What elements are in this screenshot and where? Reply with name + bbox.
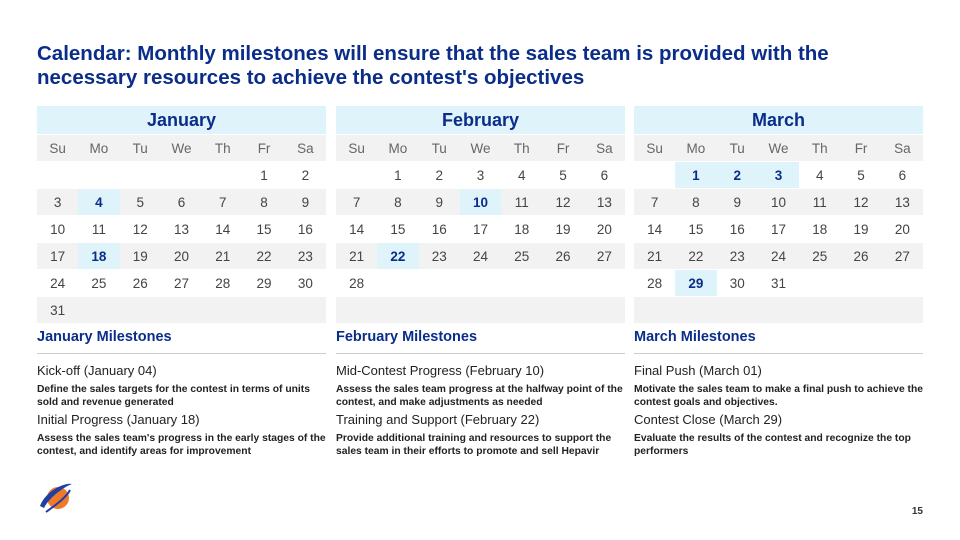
calendar-day: 24 (758, 242, 799, 269)
calendar-empty-cell (882, 296, 923, 323)
calendar-day: 5 (840, 161, 881, 188)
milestone-day: 10 (460, 188, 501, 215)
milestone-day: 22 (377, 242, 418, 269)
calendar-day: 4 (799, 161, 840, 188)
weekday-label: We (460, 134, 501, 161)
calendar-day: 18 (799, 215, 840, 242)
calendar-empty-cell (840, 269, 881, 296)
milestones-heading: March Milestones (634, 330, 923, 354)
calendar-day: 27 (882, 242, 923, 269)
calendar-empty-cell (634, 296, 675, 323)
calendar-day: 12 (120, 215, 161, 242)
weekday-label: Mo (675, 134, 716, 161)
calendar-empty-cell (799, 296, 840, 323)
milestones-heading: February Milestones (336, 330, 625, 354)
calendar-day: 13 (161, 215, 202, 242)
calendar-day: 23 (717, 242, 758, 269)
calendar-day: 8 (377, 188, 418, 215)
weekday-label: Tu (419, 134, 460, 161)
calendar-day: 2 (285, 161, 326, 188)
calendar-day: 7 (202, 188, 243, 215)
calendar-empty-cell (460, 296, 501, 323)
calendar-empty-cell (419, 269, 460, 296)
weekday-label: Th (202, 134, 243, 161)
calendar-february (336, 106, 625, 323)
calendar-day: 5 (120, 188, 161, 215)
page-number: 15 (911, 506, 923, 517)
calendar-day: 16 (717, 215, 758, 242)
calendar-empty-cell (675, 296, 716, 323)
calendar-day: 6 (161, 188, 202, 215)
calendar-empty-cell (584, 269, 625, 296)
milestone-title: Contest Close (March 29) (634, 412, 783, 427)
milestone-title: Mid-Contest Progress (February 10) (336, 363, 545, 378)
calendar-day: 13 (882, 188, 923, 215)
calendar-empty-cell (501, 269, 542, 296)
calendar-day: 20 (584, 215, 625, 242)
calendar-day: 19 (542, 215, 583, 242)
page-title: Calendar: Monthly milestones will ensure that the sales team is provided with the necessary resources to achieve the contest's objectives (37, 42, 829, 89)
milestone-description: Assess the sales team's progress in the early stages of the contest, and identify areas for improvement (37, 433, 326, 457)
calendar-empty-cell (78, 296, 119, 323)
milestones-heading: January Milestones (37, 330, 326, 354)
calendar-empty-cell (542, 296, 583, 323)
calendar-day: 8 (675, 188, 716, 215)
calendar-day: 21 (202, 242, 243, 269)
calendar-grid (634, 134, 923, 323)
calendar-empty-cell (161, 161, 202, 188)
month-header: February (336, 106, 625, 134)
weekday-label: Fr (243, 134, 284, 161)
milestone-description: Motivate the sales team to make a final push to achieve the contest goals and objectives. (634, 384, 923, 408)
month-header: January (37, 106, 326, 134)
milestone-day: 18 (78, 242, 119, 269)
calendar-day: 30 (717, 269, 758, 296)
calendar-day: 13 (584, 188, 625, 215)
weekday-label: Tu (717, 134, 758, 161)
calendar-day: 21 (336, 242, 377, 269)
calendar-empty-cell (377, 269, 418, 296)
calendar-day: 14 (634, 215, 675, 242)
calendar-march (634, 106, 923, 323)
calendar-empty-cell (120, 296, 161, 323)
calendar-day: 17 (460, 215, 501, 242)
calendar-day: 14 (336, 215, 377, 242)
weekday-label: Mo (377, 134, 418, 161)
calendar-day: 28 (336, 269, 377, 296)
calendar-day: 3 (37, 188, 78, 215)
calendar-day: 10 (758, 188, 799, 215)
weekday-label: We (161, 134, 202, 161)
calendar-empty-cell (840, 296, 881, 323)
calendar-empty-cell (37, 161, 78, 188)
calendar-day: 1 (377, 161, 418, 188)
milestone-day: 1 (675, 161, 716, 188)
calendar-day: 15 (243, 215, 284, 242)
calendar-empty-cell (336, 296, 377, 323)
weekday-label: We (758, 134, 799, 161)
calendar-day: 23 (285, 242, 326, 269)
calendar-empty-cell (120, 161, 161, 188)
milestone-day: 3 (758, 161, 799, 188)
calendar-day: 27 (584, 242, 625, 269)
milestone-title: Final Push (March 01) (634, 363, 762, 378)
milestone-day: 2 (717, 161, 758, 188)
weekday-label: Su (37, 134, 78, 161)
calendar-empty-cell (285, 296, 326, 323)
calendar-day: 11 (78, 215, 119, 242)
calendar-day: 22 (675, 242, 716, 269)
weekday-label: Sa (584, 134, 625, 161)
calendar-empty-cell (542, 269, 583, 296)
calendar-day: 9 (285, 188, 326, 215)
calendar-day: 26 (542, 242, 583, 269)
calendar-day: 19 (840, 215, 881, 242)
calendar-day: 15 (377, 215, 418, 242)
calendar-day: 20 (161, 242, 202, 269)
calendar-day: 4 (501, 161, 542, 188)
calendar-day: 18 (501, 215, 542, 242)
calendar-empty-cell (882, 269, 923, 296)
calendar-empty-cell (758, 296, 799, 323)
calendar-day: 5 (542, 161, 583, 188)
calendar-day: 16 (285, 215, 326, 242)
calendar-day: 11 (799, 188, 840, 215)
calendar-empty-cell (460, 269, 501, 296)
milestone-description: Provide additional training and resources to support the sales team in their efforts to promote and sell Hepavir (336, 433, 612, 457)
calendar-day: 8 (243, 188, 284, 215)
calendar-day: 16 (419, 215, 460, 242)
calendar-day: 27 (161, 269, 202, 296)
calendar-day: 23 (419, 242, 460, 269)
calendar-empty-cell (243, 296, 284, 323)
milestone-title: Training and Support (February 22) (336, 412, 540, 427)
calendar-day: 19 (120, 242, 161, 269)
calendar-day: 6 (882, 161, 923, 188)
calendar-day: 20 (882, 215, 923, 242)
month-header: March (634, 106, 923, 134)
march-milestones (634, 330, 923, 459)
calendar-day: 2 (419, 161, 460, 188)
calendar-day: 10 (37, 215, 78, 242)
calendar-day: 26 (840, 242, 881, 269)
milestone-description: Define the sales targets for the contest in terms of units sold and revenue generated (37, 384, 310, 408)
calendar-day: 31 (758, 269, 799, 296)
calendar-day: 25 (501, 242, 542, 269)
calendar-day: 12 (542, 188, 583, 215)
calendar-day: 17 (37, 242, 78, 269)
calendar-grid (37, 134, 326, 323)
weekday-label: Fr (542, 134, 583, 161)
calendar-empty-cell (419, 296, 460, 323)
milestone-day: 29 (675, 269, 716, 296)
calendar-day: 24 (37, 269, 78, 296)
weekday-label: Tu (120, 134, 161, 161)
calendar-day: 30 (285, 269, 326, 296)
calendar-empty-cell (161, 296, 202, 323)
calendar-day: 26 (120, 269, 161, 296)
calendar-day: 22 (243, 242, 284, 269)
calendar-day: 1 (243, 161, 284, 188)
calendar-day: 28 (202, 269, 243, 296)
calendar-day: 3 (460, 161, 501, 188)
calendar-january (37, 106, 326, 323)
weekday-label: Th (501, 134, 542, 161)
weekday-label: Sa (285, 134, 326, 161)
calendar-day: 11 (501, 188, 542, 215)
calendar-empty-cell (584, 296, 625, 323)
calendar-day: 29 (243, 269, 284, 296)
weekday-label: Su (634, 134, 675, 161)
weekday-label: Su (336, 134, 377, 161)
february-milestones (336, 330, 625, 459)
calendar-day: 25 (799, 242, 840, 269)
calendar-day: 31 (37, 296, 78, 323)
weekday-label: Mo (78, 134, 119, 161)
calendar-empty-cell (202, 161, 243, 188)
weekday-label: Sa (882, 134, 923, 161)
milestone-title: Kick-off (January 04) (37, 363, 157, 378)
calendar-day: 17 (758, 215, 799, 242)
calendar-empty-cell (377, 296, 418, 323)
calendar-grid (336, 134, 625, 323)
january-milestones (37, 330, 326, 459)
calendar-day: 25 (78, 269, 119, 296)
calendar-empty-cell (501, 296, 542, 323)
milestone-title: Initial Progress (January 18) (37, 412, 200, 427)
calendar-empty-cell (78, 161, 119, 188)
calendar-empty-cell (634, 161, 675, 188)
calendar-day: 12 (840, 188, 881, 215)
calendar-day: 9 (717, 188, 758, 215)
calendar-empty-cell (799, 269, 840, 296)
calendar-day: 15 (675, 215, 716, 242)
planet-logo-icon (36, 476, 76, 516)
calendar-day: 7 (634, 188, 675, 215)
milestone-description: Evaluate the results of the contest and recognize the top performers (634, 433, 911, 457)
calendar-empty-cell (717, 296, 758, 323)
calendar-empty-cell (336, 161, 377, 188)
weekday-label: Fr (840, 134, 881, 161)
milestone-day: 4 (78, 188, 119, 215)
calendar-day: 21 (634, 242, 675, 269)
calendar-day: 28 (634, 269, 675, 296)
calendar-day: 24 (460, 242, 501, 269)
calendar-day: 14 (202, 215, 243, 242)
milestone-description: Assess the sales team progress at the halfway point of the contest, and make adjustments as needed (336, 384, 623, 408)
calendar-day: 6 (584, 161, 625, 188)
calendar-empty-cell (202, 296, 243, 323)
calendar-day: 7 (336, 188, 377, 215)
calendar-day: 9 (419, 188, 460, 215)
weekday-label: Th (799, 134, 840, 161)
